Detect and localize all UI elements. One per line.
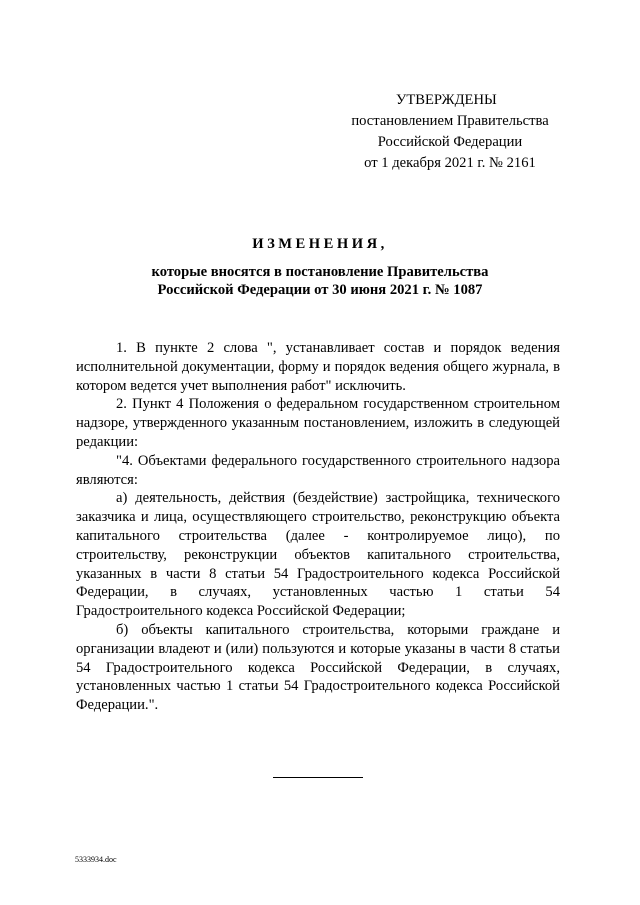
subtitle-line-1: которые вносятся в постановление Правительства	[151, 264, 489, 280]
end-separator-line	[273, 777, 363, 778]
footer-file-code: 5333934.doc	[75, 855, 117, 864]
document-title: ИЗМЕНЕНИЯ,	[252, 236, 388, 252]
paragraph-1: 1. В пункте 2 слова ", устанавливает состав и порядок ведения исполнительной документации, форму и порядок ведения общего журнала, в котором ведется учет выполнения работ" исключить.	[76, 340, 560, 394]
paragraph-4: а) деятельность, действия (бездействие) застройщика, технического заказчика и лица, осуществляющего строительство, реконструкцию объекта капитального строительства (далее - контролируемое лицо), по строительству, реконструкции объектов капитального строительства, указанных в части 8 статьи 54 Градостроительного кодекса Российской Федерации, в случаях, установленных частью 1 статьи 54 Градостроительного кодекса Российской Федерации;	[76, 490, 560, 620]
paragraph-3: "4. Объектами федерального государственного строительного надзора являются:	[76, 452, 560, 488]
approval-heading: УТВЕРЖДЕНЫ	[396, 92, 497, 108]
approval-block	[330, 90, 570, 174]
paragraph-5: б) объекты капитального строительства, которыми граждане и организации владеют и (или) пользуются и которые указаны в части 8 статьи 54 Градостроительного кодекса Российской Федерации, в случаях, установленных частью 1 статьи 54 Градостроительного кодекса Российской Федерации.".	[76, 621, 560, 714]
approval-line-1: постановлением Правительства	[351, 113, 549, 129]
subtitle-line-2: Российской Федерации от 30 июня 2021 г. № 1087	[157, 282, 483, 298]
approval-line-3: от 1 декабря 2021 г. № 2161	[364, 155, 536, 171]
paragraph-2: 2. Пункт 4 Положения о федеральном государственном строительном надзоре, утвержденного указанным постановлением, изложить в следующей редакции:	[76, 396, 560, 450]
document-body	[76, 339, 560, 715]
approval-line-2: Российской Федерации	[377, 134, 523, 150]
document-subtitle	[0, 263, 640, 299]
